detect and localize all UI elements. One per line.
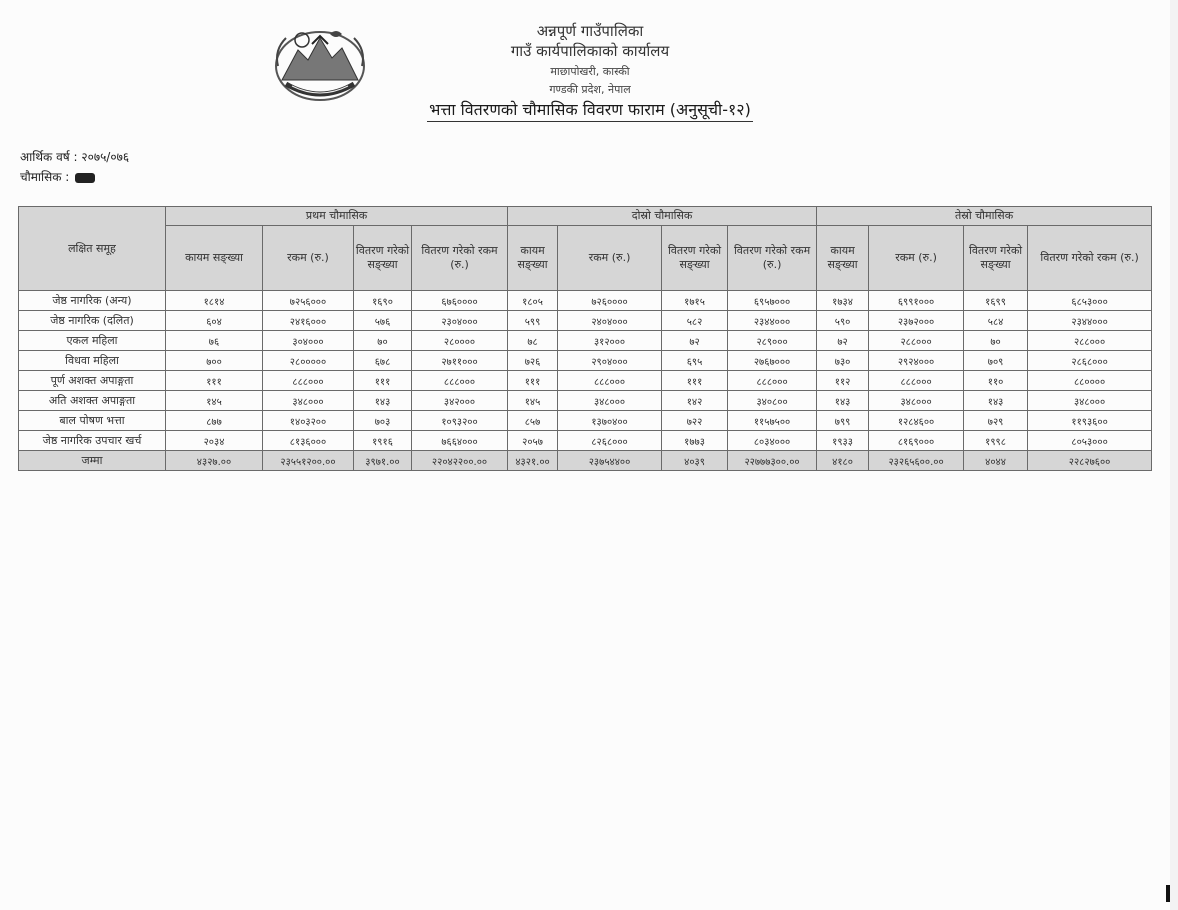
column-header: वितरण गरेको सङ्ख्या xyxy=(662,226,728,291)
value-cell: ७९९ xyxy=(817,411,869,431)
target-group-header: लक्षित समूह xyxy=(19,207,166,291)
table-row xyxy=(19,311,1152,331)
value-cell: ८१६९००० xyxy=(869,431,964,451)
total-value-cell: ४१८० xyxy=(817,451,869,471)
column-header: कायम सङ्ख्या xyxy=(508,226,558,291)
value-cell: ६७८ xyxy=(354,351,412,371)
value-cell: १६९० xyxy=(354,291,412,311)
total-value-cell: २३५५१२००.०० xyxy=(263,451,354,471)
column-header: वितरण गरेको रकम (रु.) xyxy=(728,226,817,291)
value-cell: ३४८००० xyxy=(558,391,662,411)
value-cell: १९९८ xyxy=(964,431,1028,451)
value-cell: २७६७००० xyxy=(728,351,817,371)
column-header: वितरण गरेको रकम (रु.) xyxy=(1028,226,1152,291)
value-cell: २०३४ xyxy=(166,431,263,451)
period-header: प्रथम चौमासिक xyxy=(166,207,508,226)
value-cell: ११२ xyxy=(817,371,869,391)
handwritten-quarter-mark xyxy=(75,173,95,183)
value-cell: ८१३६००० xyxy=(263,431,354,451)
value-cell: १८१४ xyxy=(166,291,263,311)
value-cell: ३४२००० xyxy=(412,391,508,411)
value-cell: २७११००० xyxy=(412,351,508,371)
value-cell: २३०४००० xyxy=(412,311,508,331)
value-cell: २८६८००० xyxy=(1028,351,1152,371)
table-row xyxy=(19,291,1152,311)
office-location: माछापोखरी, कास्की xyxy=(550,65,630,78)
table-row xyxy=(19,411,1152,431)
period-header: दोस्रो चौमासिक xyxy=(508,207,817,226)
quarter-label: चौमासिक : xyxy=(20,170,70,184)
value-cell: १४३ xyxy=(964,391,1028,411)
value-cell: २०५७ xyxy=(508,431,558,451)
value-cell: ८०३४००० xyxy=(728,431,817,451)
value-cell: ५८२ xyxy=(662,311,728,331)
value-cell: ८७७ xyxy=(166,411,263,431)
value-cell: १७१५ xyxy=(662,291,728,311)
value-cell: ७२२ xyxy=(662,411,728,431)
value-cell: १११ xyxy=(354,371,412,391)
table-row xyxy=(19,371,1152,391)
value-cell: १९१६ xyxy=(354,431,412,451)
value-cell: २८००००० xyxy=(263,351,354,371)
province-name: गण्डकी प्रदेश, नेपाल xyxy=(549,83,631,96)
value-cell: ६७६०००० xyxy=(412,291,508,311)
value-cell: ८८८००० xyxy=(728,371,817,391)
value-cell: ७० xyxy=(964,331,1028,351)
total-label: जम्मा xyxy=(19,451,166,471)
value-cell: ६८५३००० xyxy=(1028,291,1152,311)
target-group-cell: बाल पोषण भत्ता xyxy=(19,411,166,431)
value-cell: ११५७५०० xyxy=(728,411,817,431)
column-header: रकम (रु.) xyxy=(558,226,662,291)
table-row xyxy=(19,351,1152,371)
value-cell: ७०३ xyxy=(354,411,412,431)
value-cell: ८८८००० xyxy=(869,371,964,391)
value-cell: २८९००० xyxy=(728,331,817,351)
total-value-cell: २२७७७३००.०० xyxy=(728,451,817,471)
column-header: कायम सङ्ख्या xyxy=(817,226,869,291)
value-cell: १४३ xyxy=(354,391,412,411)
target-group-cell: जेष्ठ नागरिक उपचार खर्च xyxy=(19,431,166,451)
value-cell: २३७२००० xyxy=(869,311,964,331)
value-cell: ८८८००० xyxy=(263,371,354,391)
value-cell: ५८४ xyxy=(964,311,1028,331)
value-cell: १११ xyxy=(166,371,263,391)
target-group-cell: जेष्ठ नागरिक (दलित) xyxy=(19,311,166,331)
value-cell: १७७३ xyxy=(662,431,728,451)
value-cell: ३४८००० xyxy=(263,391,354,411)
fiscal-year: आर्थिक वर्ष : २०७५/०७६ xyxy=(20,150,130,164)
value-cell: १३७०४०० xyxy=(558,411,662,431)
value-cell: ७० xyxy=(354,331,412,351)
municipality-name: अन्नपूर्ण गाउँपालिका xyxy=(536,22,644,40)
value-cell: १७३४ xyxy=(817,291,869,311)
value-cell: २३४४००० xyxy=(728,311,817,331)
value-cell: ६०४ xyxy=(166,311,263,331)
value-cell: ६९५ xyxy=(662,351,728,371)
form-title: भत्ता वितरणको चौमासिक विवरण फाराम (अनुसूची-१२) xyxy=(427,99,753,122)
value-cell: ७२ xyxy=(662,331,728,351)
value-cell: ५९९ xyxy=(508,311,558,331)
value-cell: ७२५६००० xyxy=(263,291,354,311)
total-value-cell: २२८२७६०० xyxy=(1028,451,1152,471)
value-cell: ११९३६०० xyxy=(1028,411,1152,431)
value-cell: १४३ xyxy=(817,391,869,411)
value-cell: २४०४००० xyxy=(558,311,662,331)
value-cell: ८५७ xyxy=(508,411,558,431)
value-cell: ८०५३००० xyxy=(1028,431,1152,451)
value-cell: ११० xyxy=(964,371,1028,391)
value-cell: ३४८००० xyxy=(869,391,964,411)
value-cell: ३०४००० xyxy=(263,331,354,351)
target-group-cell: पूर्ण अशक्त अपाङ्गता xyxy=(19,371,166,391)
value-cell: २३४४००० xyxy=(1028,311,1152,331)
value-cell: ३४०८०० xyxy=(728,391,817,411)
value-cell: ३१२००० xyxy=(558,331,662,351)
value-cell: ५७६ xyxy=(354,311,412,331)
value-cell: १०९३२०० xyxy=(412,411,508,431)
value-cell: २८८००० xyxy=(1028,331,1152,351)
value-cell: ७६६४००० xyxy=(412,431,508,451)
target-group-cell: अति अशक्त अपाङ्गता xyxy=(19,391,166,411)
value-cell: २९२४००० xyxy=(869,351,964,371)
column-header: वितरण गरेको रकम (रु.) xyxy=(412,226,508,291)
value-cell: ८८८००० xyxy=(558,371,662,391)
value-cell: १४५ xyxy=(166,391,263,411)
value-cell: १११ xyxy=(508,371,558,391)
column-header: कायम सङ्ख्या xyxy=(166,226,263,291)
scan-edge-mark xyxy=(1166,885,1170,902)
value-cell: २४१६००० xyxy=(263,311,354,331)
value-cell: १४५ xyxy=(508,391,558,411)
target-group-cell: विधवा महिला xyxy=(19,351,166,371)
target-group-cell: जेष्ठ नागरिक (अन्य) xyxy=(19,291,166,311)
period-header: तेस्रो चौमासिक xyxy=(817,207,1152,226)
value-cell: ७२६०००० xyxy=(558,291,662,311)
allowance-distribution-table xyxy=(18,206,1152,471)
total-value-cell: ३९७१.०० xyxy=(354,451,412,471)
value-cell: २८०००० xyxy=(412,331,508,351)
value-cell: १९३३ xyxy=(817,431,869,451)
value-cell: १४२ xyxy=(662,391,728,411)
value-cell: १४०३२०० xyxy=(263,411,354,431)
office-name: गाउँ कार्यपालिकाको कार्यालय xyxy=(510,42,670,60)
value-cell: ७३० xyxy=(817,351,869,371)
table-row xyxy=(19,391,1152,411)
value-cell: १११ xyxy=(662,371,728,391)
total-row xyxy=(19,451,1152,471)
column-header: वितरण गरेको सङ्ख्या xyxy=(964,226,1028,291)
total-value-cell: ४३२१.०० xyxy=(508,451,558,471)
column-header: रकम (रु.) xyxy=(869,226,964,291)
value-cell: ७६ xyxy=(166,331,263,351)
table-row xyxy=(19,431,1152,451)
value-cell: २९०४००० xyxy=(558,351,662,371)
value-cell: ७८ xyxy=(508,331,558,351)
letterhead xyxy=(380,22,800,122)
value-cell: १८०५ xyxy=(508,291,558,311)
column-header: वितरण गरेको सङ्ख्या xyxy=(354,226,412,291)
total-value-cell: २३२६५६००.०० xyxy=(869,451,964,471)
total-value-cell: २२०४२२००.०० xyxy=(412,451,508,471)
total-value-cell: ४०४४ xyxy=(964,451,1028,471)
value-cell: १२८४६०० xyxy=(869,411,964,431)
target-group-cell: एकल महिला xyxy=(19,331,166,351)
quarter-line xyxy=(20,168,95,185)
page-edge xyxy=(1170,0,1178,910)
value-cell: ३४८००० xyxy=(1028,391,1152,411)
value-cell: ७२ xyxy=(817,331,869,351)
value-cell: ८८८००० xyxy=(412,371,508,391)
total-value-cell: ४३२७.०० xyxy=(166,451,263,471)
value-cell: ५९० xyxy=(817,311,869,331)
total-value-cell: २३७५४४०० xyxy=(558,451,662,471)
value-cell: ८८०००० xyxy=(1028,371,1152,391)
value-cell: १६९९ xyxy=(964,291,1028,311)
value-cell: ७०९ xyxy=(964,351,1028,371)
column-header: रकम (रु.) xyxy=(263,226,354,291)
value-cell: २८८००० xyxy=(869,331,964,351)
value-cell: ८२६८००० xyxy=(558,431,662,451)
total-value-cell: ४०३९ xyxy=(662,451,728,471)
value-cell: ७२६ xyxy=(508,351,558,371)
table-row xyxy=(19,331,1152,351)
government-emblem-logo xyxy=(272,20,368,106)
value-cell: ७०० xyxy=(166,351,263,371)
value-cell: ६९९१००० xyxy=(869,291,964,311)
value-cell: ६९५७००० xyxy=(728,291,817,311)
value-cell: ७२९ xyxy=(964,411,1028,431)
